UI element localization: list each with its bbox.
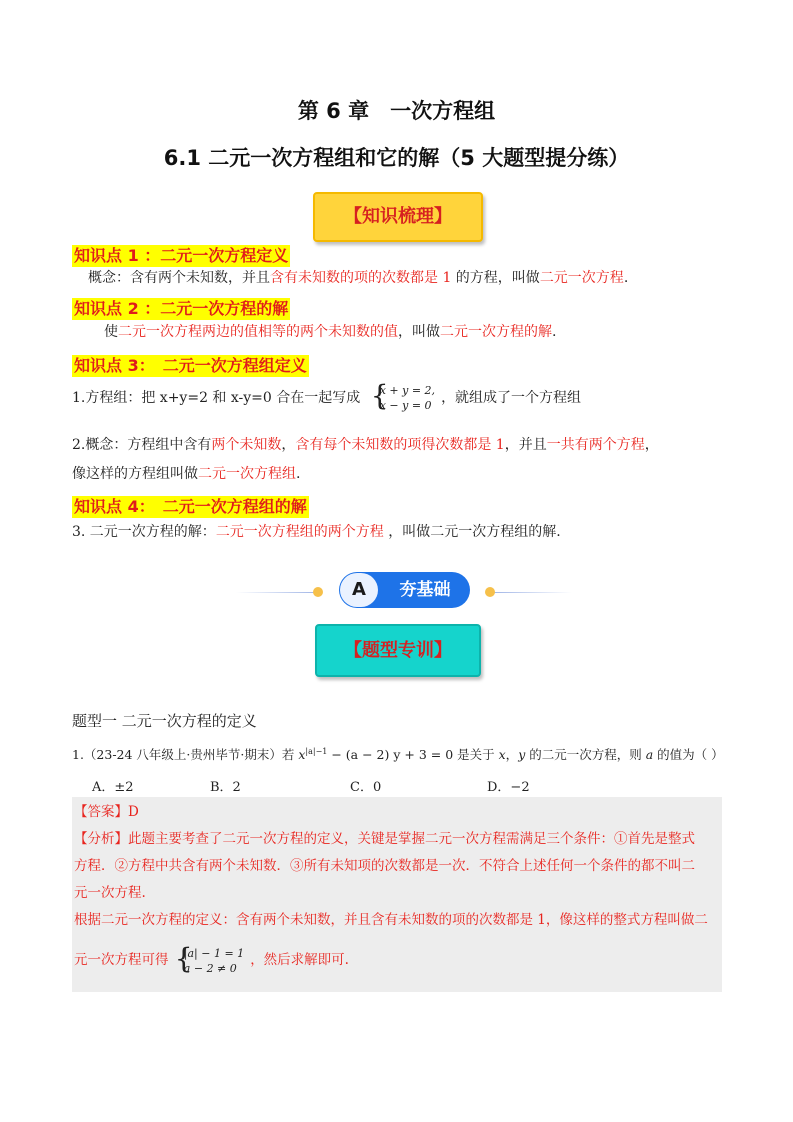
kp2-heading: 知识点 2 ：二元一次方程的解 <box>74 299 289 318</box>
kp3-line2: 2.概念：方程组中含有两个未知数，含有每个未知数的项得次数都是 1，并且一共有两个方程， <box>72 437 659 453</box>
answer-equation-system: { |a| − 1 = 1 a − 2 ≠ 0 <box>174 941 245 975</box>
analysis-line-5: 元一次方程可得 { |a| − 1 = 1 a − 2 ≠ 0 ，然后求解即可. <box>74 941 349 975</box>
topic1-heading: 题型一 二元一次方程的定义 <box>72 712 257 730</box>
option-b[interactable]: B．2 <box>210 780 241 795</box>
dot-right <box>485 587 495 597</box>
knowledge-banner: 【知识梳理】 <box>313 192 483 242</box>
kp2-text: 使二元一次方程两边的值相等的两个未知数的值，叫做二元一次方程的解. <box>104 324 557 340</box>
kp4-heading: 知识点 4： 二元一次方程组的解 <box>74 497 307 516</box>
question-1: 1.（23-24 八年级上·贵州毕节·期末）若 $x^{|a|-1} - (a - 2) y + 3 = 0$ 是关于 x，y 的二元一次方程，则 a 的值为（ ） <box>72 747 724 763</box>
answer-line: 【答案】D <box>74 804 139 820</box>
level-label: 夯基础 <box>399 580 451 600</box>
kp3-line1: 1.方程组：把 x+y=2 和 x-y=0 合在一起写成 { x + y = 2, x − y = 0 ，就组成了一个方程组 <box>72 379 582 412</box>
kp1-text: 概念：含有两个未知数，并且含有未知数的项的次数都是 1 的方程，叫做二元一次方程. <box>88 270 629 286</box>
analysis-line-2: 方程．②方程中共含有两个未知数．③所有未知项的次数都是一次．不符合上述任何一个条件的都不叫二 <box>74 858 695 874</box>
analysis-line-1: 【分析】此题主要考查了二元一次方程的定义，关键是掌握二元一次方程需满足三个条件：①首先是整式 <box>74 831 695 847</box>
option-d[interactable]: D．−2 <box>487 780 530 795</box>
kp3-heading: 知识点 3： 二元一次方程组定义 <box>74 356 307 375</box>
divider-left <box>236 592 318 593</box>
level-letter: A <box>340 573 378 607</box>
divider-right <box>492 592 572 593</box>
section-title: 6.1 二元一次方程组和它的解（5 大题型提分练） <box>163 146 630 170</box>
kp4-text: 3. 二元一次方程的解：二元一次方程组的两个方程 ，叫做二元一次方程组的解. <box>72 524 561 540</box>
option-a[interactable]: A．±2 <box>92 780 134 795</box>
kp1-heading: 知识点 1 ：二元一次方程定义 <box>74 246 289 265</box>
analysis-line-3: 元一次方程. <box>74 885 146 901</box>
analysis-line-4: 根据二元一次方程的定义：含有两个未知数，并且含有未知数的项的次数都是 1，像这样的整式方程叫做二 <box>74 912 708 928</box>
option-c[interactable]: C．0 <box>350 780 382 795</box>
kp3-line3: 像这样的方程组叫做二元一次方程组. <box>72 466 301 482</box>
chapter-title: 第 6 章 一次方程组 <box>297 99 496 123</box>
topic-banner: 【题型专训】 <box>315 624 481 677</box>
equation-system: { x + y = 2, x − y = 0 <box>370 379 436 412</box>
dot-left <box>313 587 323 597</box>
